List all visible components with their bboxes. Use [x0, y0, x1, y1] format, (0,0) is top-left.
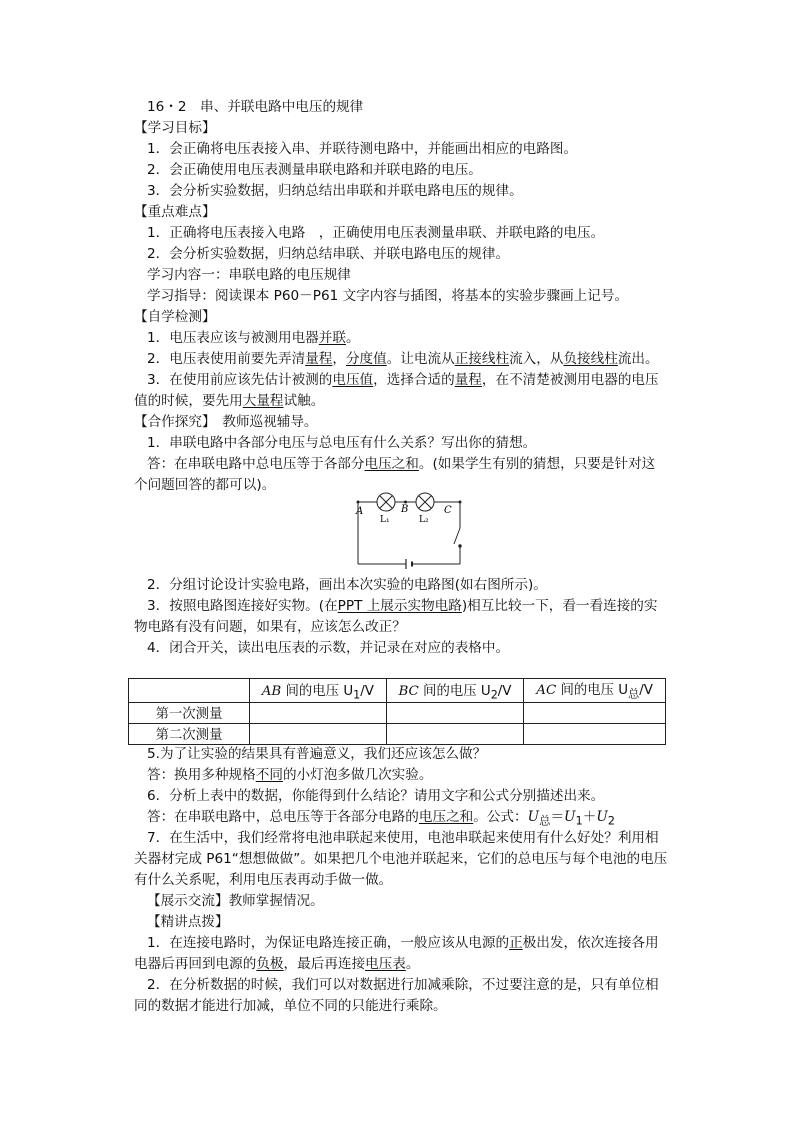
answer-blank: 正接线柱: [454, 351, 510, 367]
table-header-cell: BC 间的电压 $U_2/V$: [386, 679, 524, 703]
show-heading-line: [147, 891, 324, 911]
table-row: [129, 702, 666, 723]
show-note: 教师掌握情况。: [228, 893, 324, 909]
answer-blank: 分度值: [345, 351, 387, 367]
question-1: 1．串联电路中各部分电压与总电压有什么关系？写出你的猜想。: [147, 435, 537, 451]
table-cell: [250, 723, 387, 744]
answer-blank: 量程: [305, 351, 333, 367]
lamp-l2-icon: [416, 493, 434, 511]
node-label-a: A: [356, 506, 364, 517]
answer-blank: 大量程: [242, 393, 284, 409]
answer-blank: 电压之和: [364, 456, 419, 472]
keypoint-item: 2．会分析实验数据，归纳总结串联、并联电路电压的规律。: [147, 246, 510, 262]
goal-item: 3．会分析实验数据，归纳总结出串联和并联电路电压的规律。: [147, 183, 523, 199]
answer-blank: 正: [509, 935, 523, 951]
question-4: 4．闭合开关，读出电压表的示数，并记录在对应的表格中。: [147, 640, 510, 656]
content-heading: 学习内容一：串联电路的电压规律: [147, 267, 351, 283]
study-guide: 学习指导：阅读课本 P60－P61 文字内容与插图，将基本的实验步骤画上记号。: [147, 288, 629, 304]
node-label-c: C: [444, 505, 452, 516]
answer-1-cont: 个问题回答的都可以)。: [134, 477, 276, 493]
row-label: 第一次测量: [129, 702, 250, 723]
table-header-cell: AB 间的电压 $U_1/V$: [250, 679, 387, 703]
switch-icon: [454, 528, 461, 547]
row-label: 第二次测量: [129, 723, 250, 744]
table-cell: [524, 702, 666, 723]
table-cell: [386, 702, 524, 723]
goal-item: 2．会正确使用电压表测量串联电路和并联电路的电压。: [147, 162, 482, 178]
answer-blank: 电压之和: [418, 809, 474, 825]
answer-blank: 电压值: [332, 372, 374, 388]
table-corner-cell: [129, 679, 250, 703]
table-cell: [524, 723, 666, 744]
battery-icon: [406, 559, 412, 569]
tips-heading: 【精讲点拨】: [147, 914, 229, 930]
lamp-l1-icon: [377, 493, 395, 511]
question-2: 2．分组讨论设计实验电路，画出本次实验的电路图(如右图所示)。: [147, 577, 547, 593]
selfcheck-item-3: 3．在使用前应该先估计被测的电压值，选择合适的量程，在不清楚被测用电器的电压: [147, 372, 659, 388]
question-7-cont: 关器材完成 P61“想想做做”。如果把几个电池并联起来，它们的总电压与每个电池的电压: [134, 851, 668, 867]
answer-blank: 负极: [256, 956, 284, 972]
keypoints-heading: 【重点难点】: [134, 204, 216, 220]
keypoint-item: 1．正确将电压表接入电路 ，正确使用电压表测量串联、并联电路的电压。: [147, 225, 605, 241]
selfcheck-item-3-cont: 值的时候，要先用大量程试触。: [134, 393, 325, 409]
node-label-b: B: [401, 504, 409, 515]
tip-2: 2．在分析数据的时候，我们可以对数据进行加减乘除，不过要注意的是，只有单位相: [147, 977, 659, 993]
answer-blank: 并联: [318, 330, 346, 346]
lamp-label-l1: L₁: [380, 515, 390, 525]
question-7-cont: 有什么关系呢，利用电压表再动手做一做。: [134, 872, 393, 888]
selfcheck-heading: 【自学检测】: [134, 309, 216, 325]
table-header-row: [129, 679, 666, 703]
measurement-table: [128, 678, 666, 745]
table-row: [129, 723, 666, 744]
table-cell: [386, 723, 524, 744]
lamp-label-l2: L₂: [419, 515, 429, 525]
tip-1: 1．在连接电路时，为保证电路连接正确，一般应该从电源的正极出发，依次连接各用: [147, 935, 659, 951]
question-6: 6．分析上表中的数据，你能得到什么结论？请用文字和公式分别描述出来。: [147, 788, 605, 804]
tip-1-cont: 电器后再回到电源的负极，最后再连接电压表。: [134, 956, 420, 972]
answer-blank: 量程: [454, 372, 482, 388]
selfcheck-item-2: 2．电压表使用前要先弄清量程，分度值。让电流从正接线柱流入，从负接线柱流出。: [147, 351, 659, 367]
answer-blank: 负接线柱: [563, 351, 618, 367]
coop-heading-line: [134, 412, 318, 432]
question-3-cont: 物电路有没有问题，如果有，应该怎么改正？: [134, 619, 406, 635]
goal-item: 1．会正确将电压表接入串、并联待测电路中，并能画出相应的电路图。: [147, 141, 578, 157]
table-header-cell: AC 间的电压 $U_总/V$: [524, 679, 666, 703]
show-heading: 【展示交流】: [147, 893, 229, 909]
answer-6: 答：在串联电路中，总电压等于各部分电路的电压之和。公式：$U_总=U_1+U_2$: [147, 809, 615, 828]
selfcheck-item-1: 1．电压表应该与被测用电器并联。: [147, 330, 360, 346]
underlined-text: PPT 上展示实物电路: [337, 598, 462, 614]
section-title: 16・2 串、并联电路中电压的规律: [147, 99, 364, 115]
answer-blank: 电压表: [365, 956, 406, 972]
tip-2-cont: 同的数据才能进行加减，单位不同的只能进行乘除。: [134, 998, 447, 1014]
question-5: 5.为了让实验的结果具有普遍意义，我们还应该怎么做？: [147, 746, 487, 762]
answer-1: 答：在串联电路中总电压等于各部分电压之和。(如果学生有别的猜想，只要是针对这: [147, 456, 656, 472]
series-circuit-diagram: [350, 490, 470, 570]
question-3: 3．按照电路图连接好实物。(在PPT 上展示实物电路)相互比较一下，看一看连接的实: [147, 598, 658, 614]
answer-blank: 不同: [255, 767, 283, 783]
coop-note: 教师巡视辅导。: [222, 414, 318, 430]
answer-5: 答：换用多种规格不同的小灯泡多做几次实验。: [147, 767, 433, 783]
table-cell: [250, 702, 387, 723]
question-7: 7．在生活中，我们经常将电池串联起来使用，电池串联起来使用有什么好处？利用相: [147, 830, 659, 846]
coop-heading: 【合作探究】: [134, 414, 209, 430]
goals-heading: 【学习目标】: [134, 120, 216, 136]
